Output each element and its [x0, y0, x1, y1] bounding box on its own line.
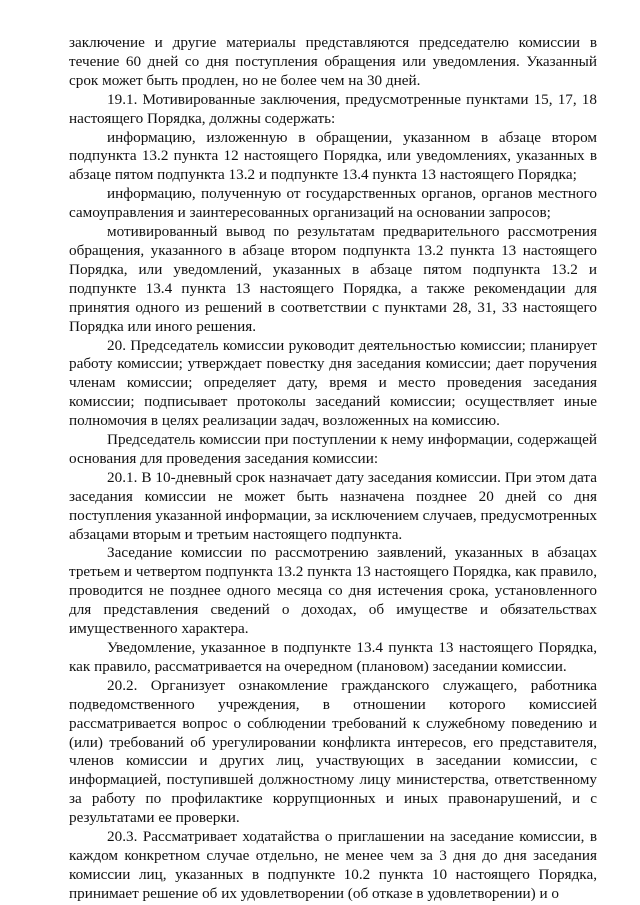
paragraph-19-1-item-1: информацию, изложенную в обращении, указанном в абзаце втором подпункта 13.2 пункта 12 настоящего Порядка, или уведомлениях, указанных в абзаце пятом подпункта 13.2 и подпункте 13.4 пункта 13 настоящего Порядка; [69, 128, 597, 184]
document-page [69, 34, 597, 904]
paragraph-20-1: 20.1. В 10-дневный срок назначает дату заседания комиссии. При этом дата заседания комиссии не может быть назначена позднее 20 дней со дня поступления указанной информации, за исключением случаев, предусмотренных абзацами вторым и третьим настоящего подпункта. [69, 468, 597, 543]
paragraph-continuation: заключение и другие материалы представляются председателю комиссии в течение 60 дней со дня поступления обращения или уведомления. Указанный срок может быть продлен, но не более чем на 30 дней. [69, 34, 597, 89]
paragraph-19-1-item-3: мотивированный вывод по результатам предварительного рассмотрения обращения, указанного в абзаце втором подпункта 13.2 пункта 13 настоящего Порядка, или уведомлений, указанных в абзаце пятом подпункта 13.2 и подпункте 13.4 пункта 13 настоящего Порядка, а также рекомендации для принятия одного из решений в соответствии с пунктами 28, 31, 33 настоящего Порядка или иного решения. [69, 223, 597, 335]
paragraph-20: 20. Председатель комиссии руководит деятельностью комиссии; планирует работу комиссии; утверждает повестку дня заседания комиссии; дает поручения членам комиссии; определяет дату, время и место проведения заседания комиссии; подписывает протоколы заседаний комиссии; осуществляет иные полномочия в целях реализации задач, возложенных на комиссию. [69, 336, 597, 430]
paragraph-19-1-item-2: информацию, полученную от государственных органов, органов местного самоуправления и заинтересованных организаций на основании запросов; [69, 185, 597, 222]
paragraph-20-intro: Председатель комиссии при поступлении к нему информации, содержащей основания для проведения заседания комиссии: [69, 431, 597, 467]
paragraph-20-1-second: Заседание комиссии по рассмотрению заявлений, указанных в абзацах третьем и четвертом подпункта 13.2 пункта 13 настоящего Порядка, как правило, проводится не позднее одного месяца со дня истечения срока, установленного для представления сведений о доходах, об имуществе и обязательствах имущественного характера. [69, 544, 597, 638]
paragraph-19-1: 19.1. Мотивированные заключения, предусмотренные пунктами 15, 17, 18 настоящего Порядка, должны содержать: [69, 90, 597, 127]
paragraph-20-2: 20.2. Организует ознакомление гражданского служащего, работника подведомственного учреждения, в отношении которого комиссией рассматривается вопрос о соблюдении требований к служебному поведению и (или) требований об урегулировании конфликта интересов, его представителя, членов комиссии и других лиц, участвующих в заседании комиссии, с информацией, поступившей должностному лицу министерства, ответственному за работу по профилактике коррупционных и иных правонарушений, и с результатами ее проверки. [69, 676, 597, 827]
paragraph-20-1-third: Уведомление, указанное в подпункте 13.4 пункта 13 настоящего Порядка, как правило, рассматривается на очередном (плановом) заседании комиссии. [69, 639, 597, 675]
paragraph-20-3: 20.3. Рассматривает ходатайства о приглашении на заседание комиссии, в каждом конкретном случае отдельно, не менее чем за 3 дня до дня заседания комиссии лиц, указанных в подпункте 10.2 пункта 10 настоящего Порядка, принимает решение об их удовлетворении (об отказе в удовлетворении) и о [69, 828, 597, 902]
